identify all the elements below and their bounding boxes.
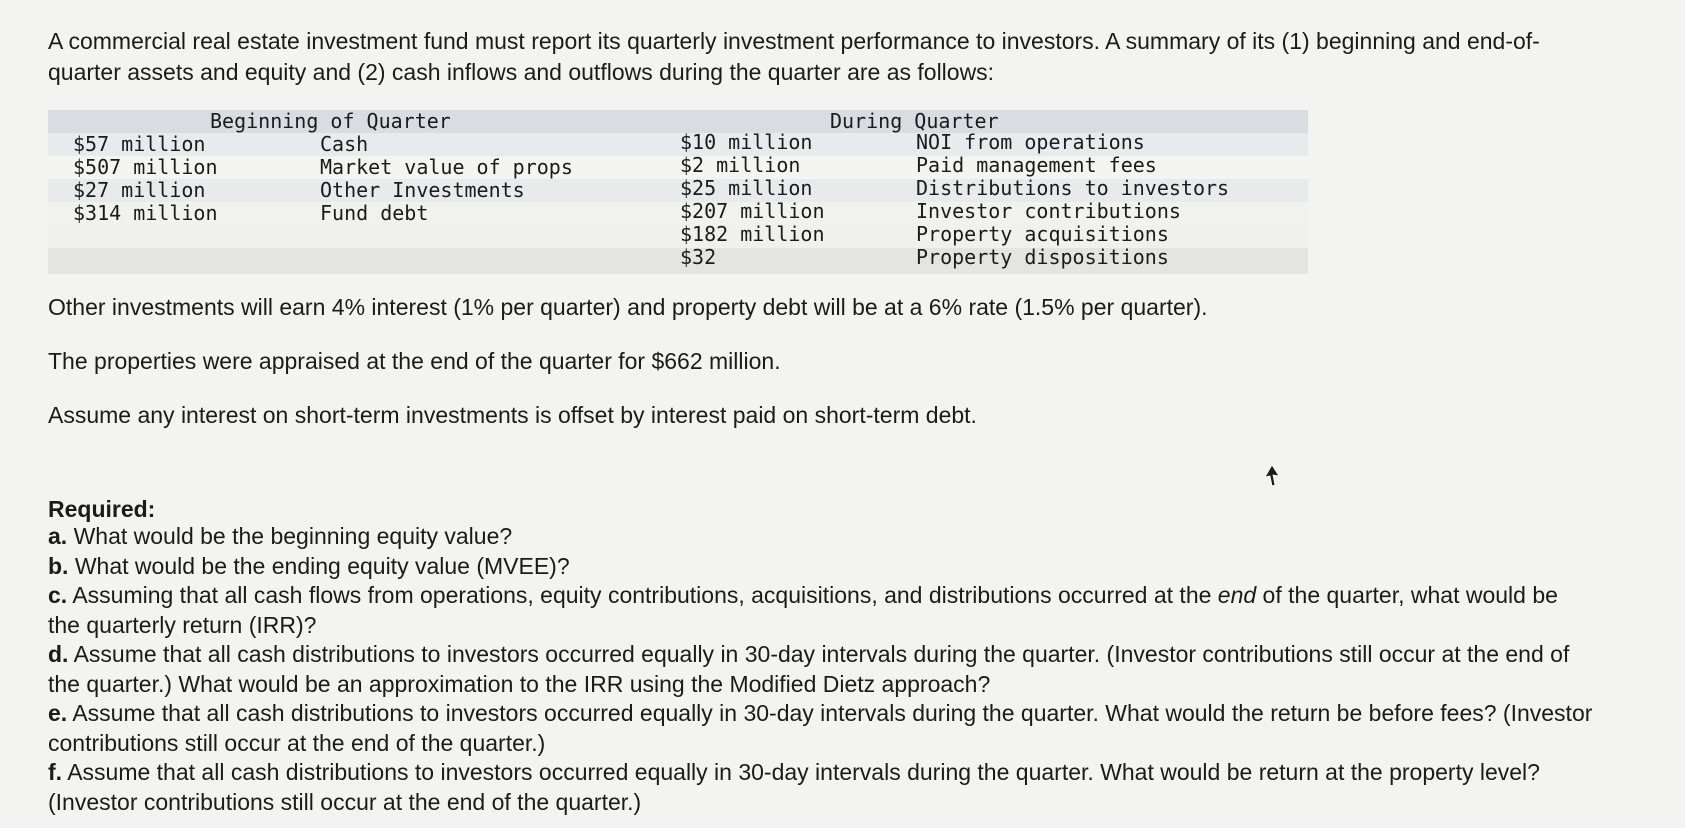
during-label-contributions: Investor contributions <box>916 199 1181 223</box>
during-value-fees: $2 million <box>680 153 801 177</box>
beginning-label-other: Other Investments <box>320 178 525 202</box>
beginning-header: Beginning of Quarter <box>210 109 451 133</box>
beginning-value-cash: $57 million <box>73 132 206 156</box>
item-letter: c. <box>48 582 68 608</box>
appraisal-paragraph: The properties were appraised at the end of the quarter for $662 million. <box>48 348 781 374</box>
offset-paragraph: Assume any interest on short-term investments is offset by interest paid on short-term debt. <box>48 402 977 428</box>
document-page <box>48 26 1648 815</box>
item-letter: a. <box>48 523 68 549</box>
required-item-a <box>48 522 1593 552</box>
required-item-f <box>48 758 1593 817</box>
required-list <box>48 522 1593 817</box>
summary-table <box>48 110 1308 282</box>
beginning-value-other: $27 million <box>73 178 206 202</box>
during-value-dispositions: $32 <box>680 245 717 269</box>
interest-paragraph: Other investments will earn 4% interest (1% per quarter) and property debt will be at a 6% rate (1.5% per quarter). <box>48 294 1208 320</box>
during-label-dispositions: Property dispositions <box>916 245 1169 269</box>
item-letter: f. <box>48 759 63 785</box>
item-text: Assume that all cash distributions to investors occurred equally in 30-day intervals during the quarter. (Investor contributions still occur at the end of the quarter.) What would be an approximation to the IRR using the Modified Dietz approach? <box>48 641 1570 697</box>
during-label-distributions: Distributions to investors <box>916 176 1230 200</box>
during-header: During Quarter <box>830 109 999 133</box>
during-label-acquisitions: Property acquisitions <box>916 222 1169 246</box>
during-label-noi: NOI from operations <box>916 130 1145 154</box>
during-value-noi: $10 million <box>680 130 813 154</box>
during-value-contributions: $207 million <box>680 199 825 223</box>
during-label-fees: Paid management fees <box>916 153 1157 177</box>
beginning-label-debt: Fund debt <box>320 201 429 225</box>
item-text: Assuming that all cash flows from operations, equity contributions, acquisitions, and distributions occurred at the <box>72 582 1218 608</box>
mouse-pointer-icon <box>1263 464 1283 488</box>
item-emphasis: end <box>1217 582 1257 608</box>
item-letter: b. <box>48 552 69 579</box>
item-text: What would be the beginning equity value? <box>73 523 513 549</box>
required-item-c <box>48 581 1593 640</box>
item-text: of the quarter, what would be the quarterly return (IRR)? <box>48 582 1558 638</box>
required-item-d <box>48 640 1593 699</box>
item-text: Assume that all cash distributions to investors occurred equally in 30-day intervals during the quarter. What would be return at the property level? (Investor contributions still occur at the end of the quarter.) <box>48 759 1540 815</box>
during-value-distributions: $25 million <box>680 176 813 200</box>
intro-paragraph: A commercial real estate investment fund must report its quarterly investment performance to investors. A summary of its (1) beginning and end-of-quarter assets and equity and (2) cash inflows and outflows during the quarter are as follows: <box>48 28 1540 85</box>
required-item-e <box>48 699 1593 758</box>
beginning-label-cash: Cash <box>320 132 369 156</box>
item-letter: d. <box>48 641 69 667</box>
item-letter: e. <box>48 700 68 726</box>
required-title: Required: <box>48 496 156 522</box>
item-text: What would be the ending equity value (MVEE)? <box>74 552 570 579</box>
beginning-value-props: $507 million <box>73 155 218 179</box>
beginning-value-debt: $314 million <box>73 201 218 225</box>
required-item-b <box>48 552 1593 582</box>
beginning-label-props: Market value of props <box>320 155 573 179</box>
item-text: Assume that all cash distributions to investors occurred equally in 30-day intervals during the quarter. What would the return be before fees? (Investor contributions still occur at the end of the quarter.) <box>48 700 1593 756</box>
during-value-acquisitions: $182 million <box>680 222 825 246</box>
